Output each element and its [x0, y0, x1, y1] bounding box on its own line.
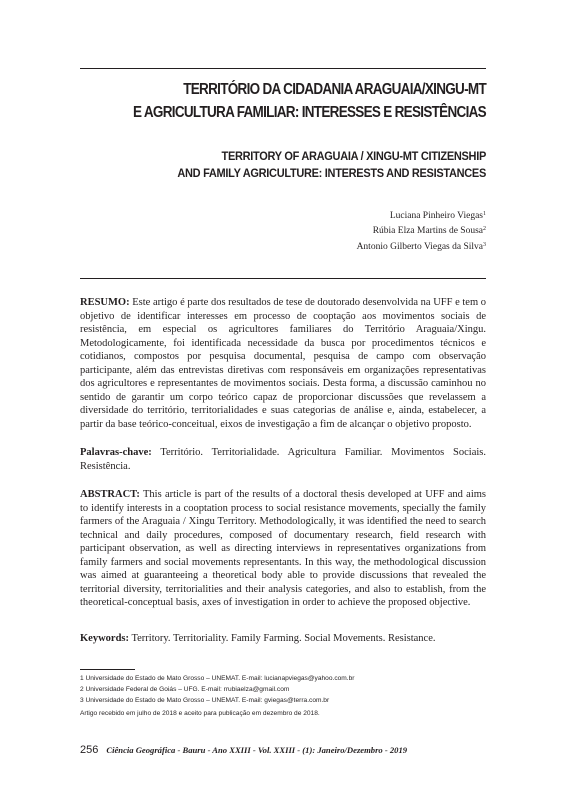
author-2: Rúbia Elza Martins de Sousa$^2$	[372, 226, 486, 237]
author-3: Antonio Gilberto Viegas da Silva$^3$	[356, 241, 486, 252]
footnote-3: 3 Universidade do Estado de Mato Grosso – UNEMAT. E-mail: gviegas@terra.com.br	[80, 697, 330, 704]
title-en-line-1: TERRITORY OF ARAGUAIA / XINGU-MT CITIZENSHIP	[221, 150, 486, 164]
journal-citation: Ciência Geográfica - Bauru - Ano XXIII - Vol. XXIII - (1): Janeiro/Dezembro - 2019	[106, 745, 408, 755]
received-note: Artigo recebido em julho de 2018 e aceito para publicação em dezembro de 2018.	[80, 710, 320, 717]
author-1: Luciana Pinheiro Viegas$^1$	[389, 211, 486, 221]
abstract-rule	[80, 278, 486, 279]
palavras-chave-label: Palavras-chave:	[80, 447, 152, 458]
page-footer	[80, 740, 486, 758]
page-number: 256	[80, 744, 99, 756]
footnote-1: 1 Universidade do Estado de Mato Grosso – UNEMAT. E-mail: lucianapviegas@yahoo.com.br	[80, 675, 355, 682]
author-list	[80, 208, 486, 254]
title-en-line-2: AND FAMILY AGRICULTURE: INTERESTS AND RESISTANCES	[177, 167, 486, 181]
abstract-label: ABSTRACT:	[80, 489, 140, 500]
top-rule	[80, 68, 486, 69]
abstract-text: This article is part of the results of a doctoral thesis developed at UFF and aims to identify interests in a cooptation process to social resistance movements, specially the family farmers of the Araguaia / Xingu Territory. Methodologically, it was identified the need to search technical and daily procedures, composed of documentary research, field research with participant observation, as well as directing interviews in representatives organizations from family farmers and social movements representants. In this way, the methodological discussion was aimed at guaranteeing a theoretical body able to provide discussions that revealed the territorial diversity, territorialities and their analysis categories, and also to establish, from the theoretical-conceptual basis, axes of investigation in order to achieve the proposed objective.	[80, 489, 487, 609]
resumo-paragraph	[80, 296, 486, 431]
abstract-paragraph	[80, 488, 486, 610]
palavras-chave-paragraph	[80, 446, 486, 473]
palavras-chave-text: Território. Territorialidade. Agricultura Familiar. Movimentos Sociais. Resistência.	[80, 447, 486, 472]
keywords-paragraph	[80, 632, 486, 646]
keywords-label: Keywords:	[80, 633, 129, 644]
footnotes	[80, 673, 486, 706]
footnote-rule	[80, 669, 135, 670]
title-pt-line-1: TERRITÓRIO DA CIDADANIA ARAGUAIA/XINGU-MT	[183, 80, 486, 98]
footnote-2: 2 Universidade Federal de Goiás – UFG. E-mail: rrubiaelza@gmail.com	[80, 686, 290, 693]
title-pt-line-2: E AGRICULTURA FAMILIAR: INTERESSES E RESISTÊNCIAS	[133, 103, 486, 121]
resumo-text: Este artigo é parte dos resultados de tese de doutorado desenvolvida na UFF e tem o objetivo de identificar interesses em processo de cooptação aos movimentos sociais de resistência, em especial os agricultores familiares do Território Araguaia/Xingu. Metodologicamente, foi identificada necessidade da busca por procedimentos técnicos e cotidianos, compostos por pesquisa documental, pesquisa de campo com observação participante, além das entrevistas diretivas com responsáveis em organizações representativas dos agricultores e representantes de movimentos sociais. Desta forma, a discussão caminhou no sentido de garantir um corpo teórico capaz de proporcionar discussões que revelassem a diversidade do território, territorialidades e suas categorias de análise e, ainda, estabelecer, a partir da base teórico-conceitual, eixos de investigação a fim de alcançar o objetivo proposto.	[80, 297, 487, 430]
resumo-label: RESUMO:	[80, 297, 130, 308]
keywords-text: Territory. Territoriality. Family Farming. Social Movements. Resistance.	[131, 633, 436, 644]
